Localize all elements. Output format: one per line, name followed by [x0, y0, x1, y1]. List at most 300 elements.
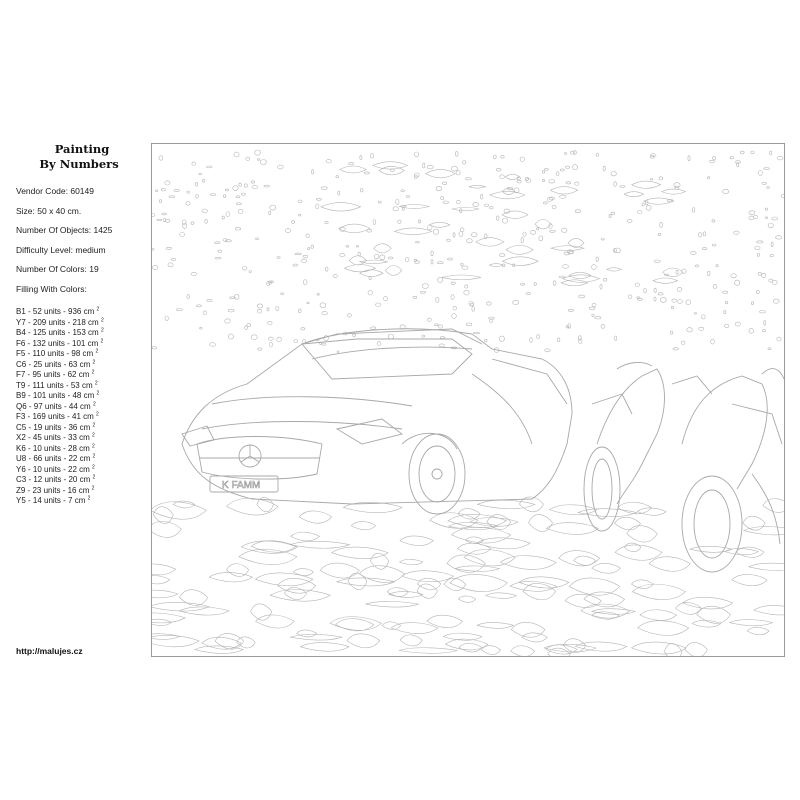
color-entry-unit-exponent: 2 — [92, 463, 95, 470]
color-entry-unit-exponent: 2 — [92, 453, 96, 460]
speckle — [486, 302, 491, 305]
ground-patch — [400, 536, 433, 546]
speckle — [676, 270, 678, 274]
speckle — [635, 283, 639, 286]
color-entry-text: B9 - 101 units - 48 cm — [16, 391, 95, 400]
color-entry-text: U8 - 66 units - 22 cm — [16, 454, 91, 463]
speckle — [575, 182, 579, 185]
ground-patches — [152, 162, 784, 656]
ground-patch — [152, 590, 178, 598]
speckle — [414, 152, 419, 157]
speckle — [192, 162, 196, 165]
ground-patch — [511, 646, 535, 656]
speckle — [646, 205, 651, 210]
speckle — [202, 179, 205, 182]
ground-patch — [615, 517, 641, 530]
ground-patch — [251, 604, 272, 620]
ground-patch — [633, 584, 686, 600]
color-entry — [16, 486, 146, 497]
speckle — [768, 223, 773, 228]
speckle — [174, 190, 180, 192]
speckle — [611, 212, 615, 215]
speckle — [707, 271, 710, 275]
speckle — [473, 202, 479, 206]
sheet-info — [16, 182, 146, 299]
speckle — [754, 215, 758, 218]
speckle — [431, 251, 433, 256]
ground-patch — [400, 559, 423, 564]
speckle — [731, 274, 736, 278]
speckle — [459, 232, 463, 237]
color-entry-unit-exponent: 2 — [96, 411, 99, 418]
speckle — [308, 248, 310, 250]
ground-patch — [638, 621, 689, 636]
color-entry-text: Y5 - 14 units - 7 cm — [16, 496, 86, 505]
speckle — [171, 259, 176, 261]
speckle — [299, 200, 303, 203]
ground-patch — [227, 498, 278, 515]
speckle — [465, 178, 471, 180]
ground-patch — [400, 635, 422, 646]
ground-patch — [632, 642, 686, 654]
ground-patch — [332, 547, 388, 559]
ground-patch — [747, 627, 769, 635]
speckle — [320, 303, 326, 308]
color-entry-unit-exponent: 2 — [92, 442, 95, 449]
speckle — [702, 248, 707, 250]
color-entry-unit-exponent: 2 — [100, 337, 104, 344]
speckle — [570, 151, 574, 154]
speckle — [723, 189, 729, 193]
speckle — [401, 190, 405, 192]
speckle — [609, 214, 611, 217]
speckle — [257, 309, 262, 313]
speckle — [713, 284, 717, 288]
speckle — [260, 160, 266, 165]
color-entry-unit-exponent: 2 — [100, 316, 104, 323]
speckle — [462, 266, 468, 269]
speckle — [460, 228, 464, 232]
ground-patch — [347, 634, 380, 648]
speckle — [534, 283, 536, 286]
speckle — [269, 211, 271, 215]
ground-patch — [399, 648, 457, 654]
speckle — [153, 266, 158, 270]
speckle — [565, 166, 569, 168]
speckle — [157, 219, 162, 221]
sky-patch — [490, 191, 525, 199]
ground-patch — [152, 576, 170, 584]
speckle — [226, 212, 230, 217]
speckle — [199, 173, 202, 175]
color-entry-text: Z9 - 23 units - 16 cm — [16, 485, 90, 495]
speckle — [725, 301, 728, 303]
ground-patch — [450, 574, 508, 591]
speckle — [496, 168, 501, 171]
speckle — [659, 177, 663, 180]
speckle — [549, 180, 555, 184]
speckle — [520, 157, 524, 162]
speckle — [604, 278, 607, 281]
ground-patch — [366, 601, 419, 607]
speckle — [176, 309, 182, 311]
speckle — [723, 291, 728, 293]
speckle — [592, 303, 596, 306]
ground-patch — [179, 590, 207, 606]
speckle — [601, 324, 605, 328]
speckle — [247, 324, 251, 327]
speckle — [207, 166, 213, 168]
speckle — [369, 277, 371, 280]
color-entry — [16, 318, 146, 329]
sky-patch — [551, 246, 584, 251]
speckle — [716, 265, 718, 267]
sky-patch — [607, 268, 622, 271]
speckle — [245, 326, 248, 330]
speckle — [267, 308, 269, 311]
speckle — [757, 241, 763, 243]
ground-patch — [336, 619, 374, 631]
speckle — [223, 195, 226, 198]
speckle — [566, 182, 571, 184]
speckle — [251, 335, 257, 340]
ground-patch — [615, 545, 662, 560]
speckle — [755, 247, 760, 250]
speckle — [673, 348, 678, 350]
speckle — [592, 265, 597, 270]
speckle — [513, 300, 519, 304]
speckle — [559, 276, 565, 278]
speckle — [277, 337, 282, 341]
speckle — [441, 196, 444, 199]
ground-patch — [640, 610, 677, 621]
color-entry — [16, 475, 146, 486]
speckle — [371, 327, 376, 330]
speckle — [614, 248, 620, 253]
ground-patch — [348, 573, 367, 589]
speckle — [180, 233, 185, 237]
ground-patch — [574, 556, 596, 565]
speckle — [252, 186, 258, 189]
speckle — [575, 210, 581, 213]
speckle — [152, 249, 154, 251]
speckle — [225, 189, 228, 191]
speckle — [205, 219, 208, 223]
ground-patch — [649, 557, 690, 572]
speckle — [762, 330, 765, 332]
color-entry-text: C5 - 19 units - 36 cm — [16, 422, 91, 432]
speckle — [256, 238, 259, 240]
speckle — [270, 342, 273, 347]
speckle — [579, 295, 585, 298]
speckle — [772, 217, 778, 220]
color-entry — [16, 307, 146, 318]
speckle — [159, 200, 162, 203]
speckle — [452, 314, 457, 319]
speckle — [758, 171, 762, 176]
speckle — [674, 183, 680, 188]
speckle — [671, 306, 673, 309]
speckle — [545, 349, 551, 352]
speckle — [438, 325, 443, 328]
sky-patch — [502, 211, 528, 219]
speckle — [712, 244, 716, 246]
speckle — [388, 334, 393, 339]
speckle — [378, 201, 381, 203]
speckle — [165, 316, 168, 320]
speckle — [307, 302, 309, 304]
speckle — [168, 263, 173, 267]
color-entry — [16, 454, 146, 465]
speckle — [451, 294, 454, 299]
speckle — [228, 309, 234, 312]
speckle — [165, 181, 170, 185]
speckle — [187, 191, 190, 193]
speckle — [338, 191, 340, 195]
speckle — [257, 159, 259, 161]
speckle — [347, 314, 351, 317]
ground-patch — [291, 634, 342, 640]
speckle — [552, 205, 556, 208]
speckle — [550, 230, 556, 232]
speckle — [614, 182, 617, 187]
ground-patch — [692, 620, 721, 627]
speckle — [301, 328, 305, 330]
color-entry — [16, 465, 146, 476]
speckle — [702, 315, 706, 319]
speckle — [461, 263, 464, 265]
speckle — [353, 334, 356, 337]
speckle — [236, 203, 241, 205]
speckle — [539, 236, 543, 241]
speckle — [152, 347, 157, 349]
ground-patch — [529, 515, 553, 532]
speckle — [257, 304, 262, 308]
speckle — [686, 300, 691, 305]
sky-patch — [321, 203, 361, 212]
ground-patch — [297, 630, 317, 637]
color-entry — [16, 444, 146, 455]
speckle — [771, 242, 773, 247]
speckle — [333, 274, 337, 277]
sky-patch — [469, 185, 485, 188]
object-count: Number Of Objects: 1425 — [16, 225, 113, 235]
speckle — [455, 152, 458, 157]
speckle — [762, 273, 766, 277]
speckle — [440, 337, 445, 339]
speckle — [770, 254, 774, 256]
sky-patch — [373, 162, 408, 169]
speckle — [764, 168, 770, 170]
ground-patch — [351, 522, 375, 530]
ground-patch — [458, 596, 475, 602]
speckle — [243, 267, 247, 271]
speckle — [427, 165, 433, 169]
speckle — [777, 337, 781, 341]
sky-patch — [340, 166, 367, 173]
ground-patch — [477, 622, 513, 628]
speckle — [592, 314, 594, 317]
ground-patch — [685, 642, 707, 656]
speckle — [651, 154, 656, 157]
speckle — [536, 228, 538, 230]
speckle — [768, 348, 771, 350]
speckle — [152, 214, 155, 217]
speckle — [658, 233, 660, 235]
speckle — [312, 170, 314, 174]
ground-patch — [754, 606, 784, 615]
speckle — [325, 221, 328, 223]
color-entry-text: F5 - 110 units - 98 cm — [16, 349, 94, 358]
color-entry-text: Y7 - 209 units - 218 cm — [16, 317, 99, 327]
speckle — [267, 281, 270, 285]
speckle — [456, 171, 460, 175]
speckle — [427, 318, 431, 321]
speckle — [368, 290, 372, 295]
speckle — [542, 179, 544, 181]
speckle — [658, 293, 663, 295]
speckle — [740, 151, 744, 154]
color-entry — [16, 349, 146, 360]
speckle — [521, 238, 523, 243]
car-and-motorcycles-outline-icon — [152, 144, 784, 656]
color-entry — [16, 391, 146, 402]
ground-patch — [202, 637, 241, 649]
speckle — [276, 306, 279, 311]
speckle — [423, 163, 425, 168]
speckle — [603, 166, 605, 171]
ground-patch — [152, 634, 180, 640]
speckle — [724, 311, 726, 314]
speckle — [436, 186, 442, 190]
ground-patch — [152, 564, 176, 575]
color-entry-text: F6 - 132 units - 101 cm — [16, 338, 99, 348]
speckle — [203, 311, 207, 315]
speckle — [360, 189, 363, 192]
speckle — [210, 194, 216, 196]
ground-patch — [511, 622, 545, 637]
speckle — [601, 239, 604, 241]
speckle — [169, 196, 175, 198]
speckle — [595, 317, 601, 319]
speckle — [235, 227, 240, 230]
speckle — [416, 241, 420, 243]
speckle — [406, 196, 410, 198]
speckle — [691, 251, 697, 254]
color-entry-unit-exponent: 2 — [92, 358, 96, 365]
speckle — [405, 257, 409, 262]
color-count: Number Of Colors: 19 — [16, 264, 99, 274]
speckle — [251, 181, 254, 183]
ground-patch — [730, 620, 773, 626]
filling-label: Filling With Colors: — [16, 283, 87, 294]
speckle — [264, 185, 269, 187]
speckle — [200, 327, 202, 329]
website-link[interactable]: http://malujes.cz — [16, 646, 83, 656]
speckle — [360, 155, 362, 159]
speckle — [485, 339, 487, 342]
speckle — [760, 311, 766, 313]
speckle — [222, 216, 224, 219]
speckle — [769, 279, 773, 282]
color-entry-unit-exponent: 2 — [91, 484, 95, 491]
speckle — [751, 302, 753, 305]
speckle — [589, 307, 595, 310]
speckle — [451, 166, 457, 171]
color-entry — [16, 433, 146, 444]
speckle — [699, 327, 704, 330]
speckle — [294, 340, 298, 343]
ground-patch — [683, 597, 733, 609]
speckle — [376, 303, 381, 306]
speckle — [346, 246, 349, 248]
ground-patch — [370, 553, 389, 569]
ground-patch — [522, 633, 547, 642]
speckle — [292, 221, 295, 224]
speckle — [500, 175, 505, 179]
color-entry-text: B4 - 125 units - 153 cm — [16, 328, 99, 337]
speckle — [453, 306, 457, 310]
speckle — [438, 277, 443, 282]
speckle — [358, 252, 360, 256]
speckle — [377, 341, 381, 345]
speckle — [480, 194, 482, 199]
sky-patch — [632, 181, 661, 188]
color-entry-unit-exponent: 2 — [94, 379, 98, 386]
speckle — [447, 239, 451, 241]
speckle — [388, 257, 393, 259]
speckle — [677, 300, 682, 304]
color-entry-unit-exponent: 2 — [96, 306, 100, 313]
speckle — [560, 169, 564, 171]
speckle — [255, 150, 261, 155]
speckle — [356, 246, 359, 248]
speckle — [466, 323, 472, 326]
speckle — [336, 176, 339, 178]
sky-patch — [663, 268, 684, 277]
speckle — [677, 287, 682, 291]
speckle — [650, 179, 653, 181]
speckle — [695, 265, 698, 267]
speckle — [620, 186, 625, 188]
ground-patch — [637, 508, 666, 515]
color-entry-unit-exponent: 2 — [87, 495, 91, 502]
color-entry-text: C6 - 25 units - 63 cm — [16, 359, 91, 369]
color-entry-text: B1 - 52 units - 936 cm — [16, 307, 95, 316]
speckle — [681, 341, 685, 344]
speckle — [500, 254, 505, 257]
speckle — [207, 299, 212, 301]
speckle — [436, 297, 439, 302]
speckle — [349, 162, 354, 164]
speckle — [191, 272, 197, 275]
speckle — [644, 289, 647, 293]
color-entry-text: Q6 - 97 units - 44 cm — [16, 401, 91, 411]
speckle — [537, 335, 540, 339]
speckle — [316, 204, 319, 209]
speckle — [496, 216, 499, 220]
ground-patch — [457, 543, 491, 554]
speckle — [521, 283, 525, 285]
ground-patch — [546, 523, 598, 535]
speckle — [277, 257, 280, 259]
color-entry-unit-exponent: 2 — [100, 327, 104, 334]
speckle — [543, 202, 547, 204]
ground-patch — [732, 574, 767, 585]
speckle — [638, 211, 643, 214]
speckle — [236, 196, 240, 198]
color-entry-unit-exponent: 2 — [92, 474, 96, 481]
